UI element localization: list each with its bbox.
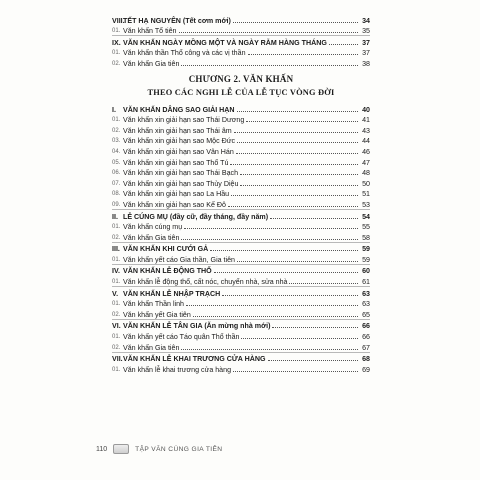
toc-page-number: 69 — [362, 365, 370, 374]
toc-title: LỄ CÚNG MỤ (đầy cữ, đầy tháng, đầy năm) — [123, 212, 269, 221]
toc-number: II. — [112, 212, 118, 221]
dot-leader — [193, 316, 358, 317]
toc-number: 01. — [112, 28, 121, 35]
chapter-title: CHƯƠNG 2. VĂN KHẤN — [188, 73, 294, 84]
toc-item-row — [112, 231, 370, 242]
toc-number: 02. — [112, 344, 121, 351]
toc-number: 01. — [112, 256, 121, 263]
dot-leader — [237, 261, 358, 262]
toc-number: 01. — [112, 279, 121, 286]
toc-number: 06. — [112, 170, 121, 177]
toc-page-number: 50 — [362, 179, 370, 188]
toc-number: VIII. — [112, 16, 125, 25]
toc-page-number: 35 — [362, 27, 370, 36]
toc-title: Văn khấn Tổ tiên — [123, 27, 177, 36]
toc-title: Văn khấn xin giải hạn sao Mộc Đức — [123, 137, 236, 146]
toc-title: Văn khấn xin giải hạn sao Thái âm — [123, 126, 232, 135]
toc-number: 02. — [112, 60, 121, 67]
toc-page-number: 37 — [362, 49, 370, 58]
dot-leader — [222, 295, 358, 296]
toc-title: VĂN KHẤN KHI CƯỚI GẢ — [123, 245, 209, 254]
toc-number: 09. — [112, 201, 121, 208]
toc-number: VI. — [112, 322, 121, 331]
dot-leader — [181, 65, 358, 66]
toc-section-row — [112, 209, 370, 221]
dot-leader — [233, 371, 358, 372]
toc-item-row — [112, 145, 370, 156]
toc-page-number: 37 — [362, 38, 370, 47]
toc-page-number: 44 — [362, 137, 370, 146]
dot-leader — [231, 195, 358, 196]
toc-title: Văn khấn xin giải hạn sao Thủy Diệu — [123, 179, 239, 188]
toc-page-number: 60 — [362, 267, 370, 276]
toc-item-row — [112, 198, 370, 209]
toc-title: Văn khấn Gia tiên — [123, 59, 180, 68]
toc-page-number: 59 — [362, 245, 370, 254]
dot-leader — [210, 250, 358, 251]
dot-leader — [329, 44, 358, 45]
toc-page-number: 38 — [362, 59, 370, 68]
toc-page-number: 67 — [362, 343, 370, 352]
toc-number: 04. — [112, 148, 121, 155]
toc-number: 01. — [112, 301, 121, 308]
toc-title: VĂN KHẤN LỄ KHAI TRƯƠNG CỬA HÀNG — [123, 355, 266, 364]
toc-title: Văn khấn Thần linh — [123, 300, 184, 309]
toc-title: Văn khấn xin giải hạn sao Kế Đô — [123, 200, 226, 209]
toc-item-row — [112, 253, 370, 264]
dot-leader — [181, 349, 358, 350]
book-title: TẬP VĂN CÚNG GIA TIÊN — [135, 445, 223, 453]
toc-page-number: 46 — [362, 147, 370, 156]
toc-number: IV. — [112, 267, 121, 276]
page-number: 110 — [96, 445, 108, 453]
toc-section-row — [112, 264, 370, 276]
toc-item-row — [112, 298, 370, 309]
toc-title: Văn khấn yết Gia tiên — [123, 310, 191, 319]
chapter-heading — [112, 73, 370, 99]
toc-section-row — [112, 242, 370, 254]
dot-leader — [240, 174, 358, 175]
toc-page-number: 51 — [362, 190, 370, 199]
toc-item-row — [112, 25, 370, 36]
dot-leader — [236, 153, 358, 154]
toc-title: Văn khấn yết cáo Gia thần, Gia tiên — [123, 255, 235, 264]
toc-item-row — [112, 167, 370, 178]
toc-title: Văn khấn cúng mụ — [123, 223, 183, 232]
toc-page-number: 47 — [362, 158, 370, 167]
toc-number: VII. — [112, 355, 123, 364]
toc-page-number: 59 — [362, 255, 370, 264]
toc-page-number: 66 — [362, 322, 370, 331]
toc-item-row — [112, 177, 370, 188]
dot-leader — [184, 228, 358, 229]
toc-page-number: 34 — [362, 16, 370, 25]
toc-section-row — [112, 286, 370, 298]
dot-leader — [181, 239, 358, 240]
dot-leader — [240, 185, 358, 186]
toc-page-number: 48 — [362, 169, 370, 178]
toc-page-number: 40 — [362, 105, 370, 114]
toc-number: 03. — [112, 138, 121, 145]
toc-number: IX. — [112, 38, 121, 47]
toc-title: VĂN KHẤN LỄ TÂN GIA (Ăn mừng nhà mới) — [123, 322, 271, 331]
toc-page-number: 63 — [362, 289, 370, 298]
dot-leader — [246, 121, 358, 122]
toc-item-row — [112, 275, 370, 286]
toc-number: 01. — [112, 117, 121, 124]
dot-leader — [237, 111, 358, 112]
toc-number: 01. — [112, 366, 121, 373]
dot-leader — [233, 22, 358, 23]
table-of-contents — [112, 14, 370, 374]
toc-page-number: 41 — [362, 116, 370, 125]
toc-title: Văn khấn thần Thổ công và các vị thần — [123, 49, 246, 58]
toc-title: VĂN KHẤN LỄ NHẬP TRẠCH — [123, 289, 221, 298]
toc-number: 05. — [112, 159, 121, 166]
toc-number: 08. — [112, 191, 121, 198]
toc-title: Văn khấn xin giải hạn sao La Hầu — [123, 190, 230, 199]
toc-page-number: 68 — [362, 355, 370, 364]
toc-number: 02. — [112, 311, 121, 318]
dot-leader — [186, 305, 358, 306]
toc-top-section — [112, 14, 370, 68]
toc-item-row — [112, 221, 370, 232]
page-footer — [96, 444, 222, 454]
toc-title: Văn khấn Gia tiên — [123, 233, 180, 242]
toc-number: 01. — [112, 334, 121, 341]
toc-page-number: 43 — [362, 126, 370, 135]
toc-number: I. — [112, 105, 116, 114]
chapter-subtitle: THEO CÁC NGHI LỄ CỦA LỄ TỤC VÒNG ĐỜI — [147, 87, 335, 97]
toc-item-row — [112, 156, 370, 167]
toc-section-row — [112, 319, 370, 331]
toc-title: Văn khấn yết cáo Táo quân Thổ thần — [123, 333, 240, 342]
dot-leader — [228, 206, 358, 207]
toc-chapter-section — [112, 103, 370, 374]
toc-title: Văn khấn Gia tiên — [123, 343, 180, 352]
toc-item-row — [112, 188, 370, 199]
dot-leader — [214, 272, 358, 273]
dot-leader — [230, 164, 358, 165]
toc-section-row — [112, 352, 370, 364]
toc-section-row — [112, 14, 370, 25]
dot-leader — [241, 338, 358, 339]
toc-page-number: 54 — [362, 212, 370, 221]
toc-number: 02. — [112, 127, 121, 134]
toc-item-row — [112, 114, 370, 125]
toc-number: 02. — [112, 234, 121, 241]
dot-leader — [234, 132, 358, 133]
toc-title: VĂN KHẤN LỄ ĐỘNG THỔ — [123, 267, 212, 276]
dot-leader — [268, 360, 359, 361]
toc-number: 07. — [112, 180, 121, 187]
dot-leader — [179, 32, 358, 33]
dot-leader — [248, 54, 358, 55]
toc-title: Văn khấn lễ khai trương cửa hàng — [123, 365, 232, 374]
toc-title: Văn khấn lễ động thổ, cất nóc, chuyển nhà, sửa nhà — [123, 278, 288, 287]
toc-title: Văn khấn xin giải hạn sao Vân Hán — [123, 147, 234, 156]
dot-leader — [237, 142, 358, 143]
toc-item-row — [112, 47, 370, 58]
toc-item-row — [112, 341, 370, 352]
toc-section-row — [112, 35, 370, 47]
toc-title: VĂN KHẤN DÂNG SAO GIẢI HẠN — [123, 105, 235, 114]
dot-leader — [289, 283, 358, 284]
toc-item-row — [112, 363, 370, 374]
toc-number: V. — [112, 289, 119, 298]
dot-leader — [270, 218, 358, 219]
toc-page-number: 58 — [362, 233, 370, 242]
toc-page-number: 55 — [362, 223, 370, 232]
toc-title: VĂN KHẤN NGÀY MỒNG MỘT VÀ NGÀY RẰM HÀNG THÁNG — [123, 38, 327, 47]
toc-title: Văn khấn xin giải hạn sao Thái Dương — [123, 116, 245, 125]
toc-title: Văn khấn xin giải hạn sao Thổ Tú — [123, 158, 229, 167]
toc-page-number: 61 — [362, 278, 370, 287]
toc-item-row — [112, 124, 370, 135]
toc-number: III. — [112, 245, 120, 254]
dot-leader — [272, 327, 358, 328]
toc-item-row — [112, 135, 370, 146]
toc-item-row — [112, 57, 370, 68]
toc-number: 01. — [112, 50, 121, 57]
toc-page-number: 65 — [362, 310, 370, 319]
toc-section-row — [112, 103, 370, 114]
toc-title: TẾT HẠ NGUYÊN (Tết cơm mới) — [123, 16, 231, 25]
toc-item-row — [112, 330, 370, 341]
toc-page-number: 63 — [362, 300, 370, 309]
toc-item-row — [112, 308, 370, 319]
toc-title: Văn khấn xin giải hạn sao Thái Bạch — [123, 169, 239, 178]
footer-ornament-icon — [113, 444, 129, 454]
toc-number: 01. — [112, 224, 121, 231]
toc-page-number: 53 — [362, 200, 370, 209]
toc-page-number: 66 — [362, 333, 370, 342]
